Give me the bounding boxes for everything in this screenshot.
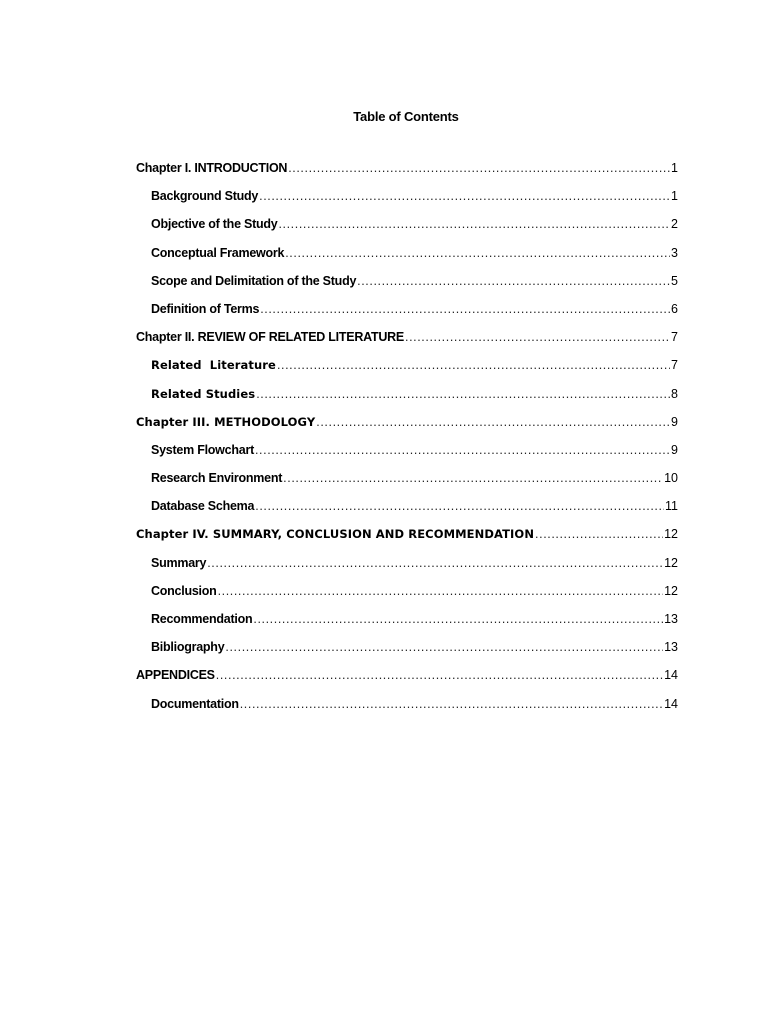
toc-page-number: 14 [664, 696, 678, 711]
toc-page-number: 12 [664, 527, 678, 542]
toc-entry-database-schema[interactable] [136, 496, 678, 524]
toc-page-number: 9 [671, 442, 678, 457]
toc-entry-label: Chapter III. METHODOLOGY [136, 414, 316, 429]
toc-entry-label: Database Schema [151, 499, 255, 514]
toc-page-number: 11 [665, 499, 678, 514]
toc-entry-label: Scope and Delimitation of the Study [151, 273, 357, 288]
page-title: Table of Contents [353, 109, 459, 124]
toc-entry-conclusion[interactable] [136, 581, 678, 609]
dot-leader [283, 468, 663, 488]
toc-page-number: 13 [664, 612, 678, 626]
toc-page-number: 2 [671, 217, 678, 232]
toc-entry-background-study[interactable] [136, 186, 678, 214]
dot-leader [285, 243, 670, 263]
toc-entry-label: Summary [151, 555, 207, 570]
toc-entry-research-environment[interactable] [136, 468, 678, 496]
toc-entry-label: Chapter I. INTRODUCTION [136, 161, 288, 175]
toc-entry-chapter-2[interactable] [136, 327, 678, 355]
toc-entry-label: Conceptual Framework [151, 245, 285, 260]
toc-entry-label: Definition of Terms [151, 301, 260, 316]
toc-entry-label: Related Studies [151, 386, 256, 401]
dot-leader [256, 384, 670, 404]
toc-entry-label: APPENDICES [136, 668, 215, 683]
toc-page-number: 1 [671, 189, 678, 204]
dot-leader [207, 553, 663, 573]
toc-entry-label: System Flowchart [151, 442, 254, 457]
toc-page-number: 3 [671, 245, 678, 260]
toc-entry-label: Bibliography [151, 640, 225, 655]
toc-entry-system-flowchart[interactable] [136, 440, 678, 468]
toc-entry-definition-of-terms[interactable] [136, 299, 678, 327]
dot-leader [218, 581, 664, 601]
toc-page-number: 1 [671, 161, 678, 175]
dot-leader [278, 214, 670, 234]
toc-entry-label: Objective of the Study [151, 217, 278, 232]
toc-entry-label: Chapter II. REVIEW OF RELATED LITERATURE [136, 330, 405, 345]
toc-entry-label: Chapter IV. SUMMARY, CONCLUSION AND RECOMMENDATION [136, 527, 535, 542]
dot-leader [253, 609, 663, 629]
toc-page-number: 5 [671, 273, 678, 288]
dot-leader [405, 327, 670, 347]
dot-leader [216, 665, 663, 685]
toc-list [136, 158, 678, 722]
toc-entry-recommendation[interactable] [136, 609, 678, 637]
toc-entry-appendices[interactable] [136, 665, 678, 693]
toc-entry-related-studies[interactable] [136, 384, 678, 412]
toc-page-number: 7 [671, 330, 678, 345]
toc-page-number: 12 [664, 555, 678, 570]
toc-entry-documentation[interactable] [136, 694, 678, 722]
dot-leader [240, 694, 663, 714]
toc-entry-summary[interactable] [136, 553, 678, 581]
toc-entry-related-literature[interactable] [136, 355, 678, 383]
toc-entry-conceptual-framework[interactable] [136, 243, 678, 271]
toc-page-number: 6 [671, 301, 678, 316]
dot-leader [535, 524, 663, 544]
dot-leader [255, 440, 670, 460]
dot-leader [288, 158, 670, 178]
toc-entry-label: Recommendation [151, 612, 253, 626]
dot-leader [277, 355, 670, 375]
toc-entry-objective[interactable] [136, 214, 678, 242]
toc-entry-scope[interactable] [136, 271, 678, 299]
toc-page-number: 12 [664, 583, 678, 598]
dot-leader [255, 496, 664, 516]
dot-leader [316, 412, 670, 432]
toc-page-number: 9 [671, 414, 678, 429]
toc-page-number: 8 [671, 386, 678, 401]
toc-entry-label: Documentation [151, 696, 239, 711]
toc-entry-label: Conclusion [151, 583, 217, 598]
dot-leader [259, 186, 670, 206]
toc-entry-chapter-1[interactable] [136, 158, 678, 186]
toc-entry-chapter-3[interactable] [136, 412, 678, 440]
dot-leader [225, 637, 663, 657]
toc-page-number: 7 [671, 358, 678, 373]
dot-leader [260, 299, 670, 319]
toc-entry-chapter-4[interactable] [136, 524, 678, 552]
toc-page-number: 10 [664, 471, 678, 486]
toc-entry-bibliography[interactable] [136, 637, 678, 665]
dot-leader [357, 271, 670, 291]
toc-page-number: 14 [664, 668, 678, 683]
toc-entry-label: Related Literature [151, 358, 276, 373]
toc-entry-label: Research Environment [151, 471, 283, 486]
toc-entry-label: Background Study [151, 189, 259, 204]
toc-page-number: 13 [664, 640, 678, 655]
